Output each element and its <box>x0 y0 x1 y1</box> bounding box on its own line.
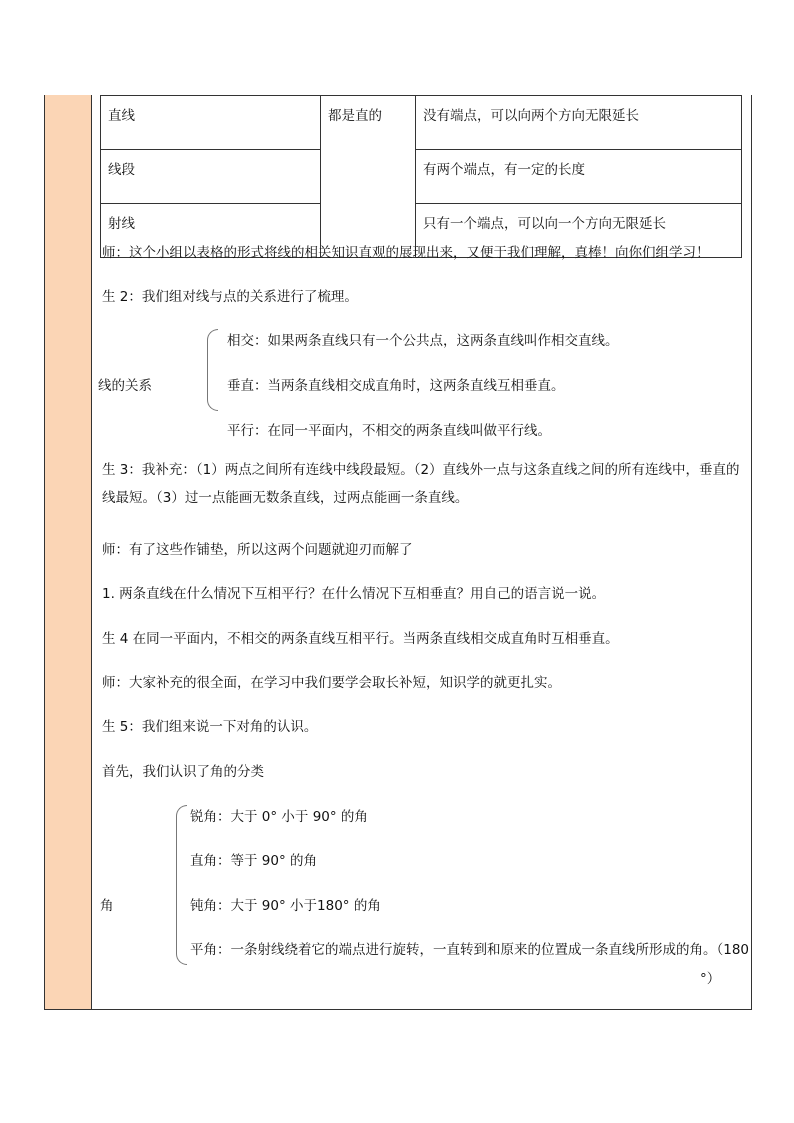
relation-label: 线的关系 <box>98 378 152 394</box>
content-cell <box>92 95 751 1009</box>
relation-item: 相交：如果两条直线只有一个公共点，这两条直线叫作相交直线。 <box>227 333 619 349</box>
student-4-statement: 生 4 在同一平面内，不相交的两条直线互相平行。当两条直线相交成直角时互相垂直。 <box>102 631 619 647</box>
table-cell-feature: 只有一个端点，可以向一个方向无限延长 <box>416 204 742 258</box>
student-5-statement: 生 5：我们组来说一下对角的认识。 <box>102 719 318 735</box>
angle-item-flat-cont: °） <box>700 971 721 987</box>
table-cell-name: 线段 <box>101 150 321 204</box>
relation-item: 垂直：当两条直线相交成直角时，这两条直线互相垂直。 <box>227 378 565 394</box>
table-cell-feature: 没有端点，可以向两个方向无限延长 <box>416 96 742 150</box>
relation-item: 平行：在同一平面内，不相交的两条直线叫做平行线。 <box>227 423 551 439</box>
table-cell-name: 射线 <box>101 204 321 258</box>
table-cell-feature: 有两个端点，有一定的长度 <box>416 150 742 204</box>
angle-item: 锐角：大于 0° 小于 90° 的角 <box>190 809 368 825</box>
side-column <box>45 95 92 1009</box>
angle-item-flat: 平角：一条射线绕着它的端点进行旋转，一直转到和原来的位置成一条直线所形成的角。（180 <box>190 942 750 958</box>
teacher-comment: 师：这个小组以表格的形式将线的相关知识直观的展现出来，又便于我们理解，真棒！向你们组学习！ <box>102 245 710 261</box>
angle-item: 直角：等于 90° 的角 <box>190 853 318 869</box>
teacher-summary: 师：大家补充的很全面，在学习中我们要学会取长补短，知识学的就更扎实。 <box>102 675 561 691</box>
table-cell-name: 直线 <box>101 96 321 150</box>
line-comparison-table <box>100 95 742 258</box>
angle-intro: 首先，我们认识了角的分类 <box>102 764 264 780</box>
question-1: 1. 两条直线在什么情况下互相平行？在什么情况下互相垂直？用自己的语言说一说。 <box>102 586 606 602</box>
lesson-frame <box>44 95 752 1010</box>
table-cell-common: 都是直的 <box>321 96 416 258</box>
angle-item: 钝角：大于 90° 小于180° 的角 <box>190 898 381 914</box>
teacher-transition: 师：有了这些作铺垫，所以这两个问题就迎刃而解了 <box>102 542 413 558</box>
table-row <box>101 150 742 204</box>
student-2-statement: 生 2：我们组对线与点的关系进行了梳理。 <box>102 289 358 305</box>
angle-brace <box>176 805 187 965</box>
table-row <box>101 96 742 150</box>
relation-brace <box>207 329 218 411</box>
student-3-statement: 生 3：我补充：（1）两点之间所有连线中线段最短。（2）直线外一点与这条直线之间的所有连线中，垂直的线最短。（3）过一点能画无数条直线，过两点能画一条直线。 <box>102 462 740 506</box>
angle-label: 角 <box>100 898 114 914</box>
